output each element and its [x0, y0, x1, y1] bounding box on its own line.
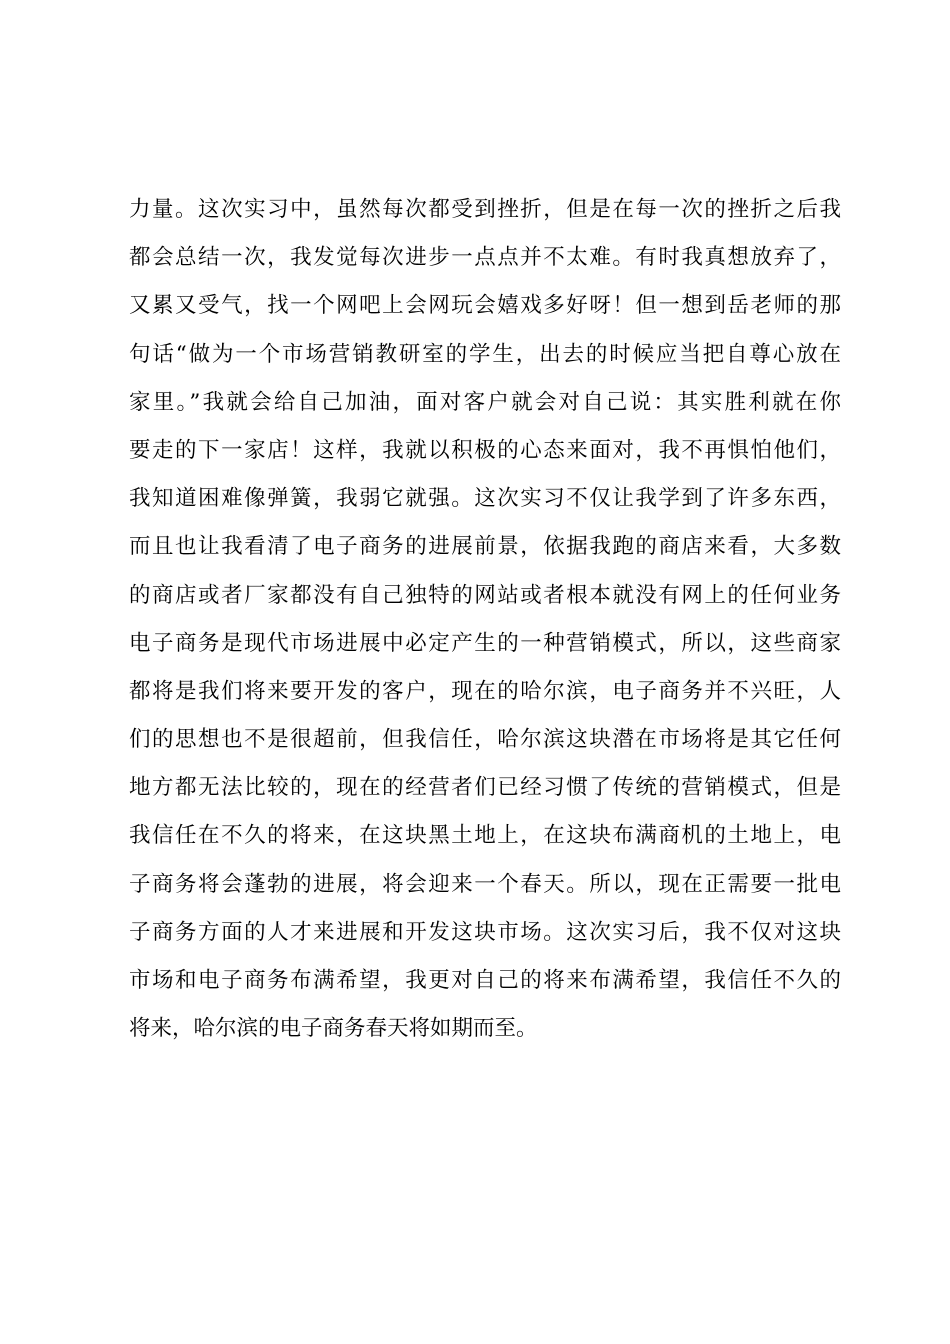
text-line: 我知道困难像弹簧，我弱它就强。这次实习不仅让我学到了许多东西， — [129, 486, 841, 512]
text-line: 们的思想也不是很超前，但我信任，哈尔滨这块潜在市场将是其它任何 — [129, 727, 841, 753]
text-line: 要走的下一家店！这样，我就以积极的心态来面对，我不再惧怕他们， — [129, 437, 841, 463]
text-line: 市场和电子商务布满希望，我更对自己的将来布满希望，我信任不久的 — [129, 968, 841, 993]
text-line: 都将是我们将来要开发的客户，现在的哈尔滨，电子商务并不兴旺，人 — [129, 678, 841, 704]
text-line: 而且也让我看清了电子商务的进展前景，依据我跑的商店来看，大多数 — [129, 534, 841, 560]
text-line: 电子商务是现代市场进展中必定产生的一种营销模式，所以，这些商家 — [129, 630, 841, 656]
text-line: 我信任在不久的将来，在这块黑土地上，在这块布满商机的土地上，电 — [129, 823, 841, 849]
text-line: 又累又受气，找一个网吧上会网玩会嬉戏多好呀！但一想到岳老师的那 — [129, 293, 841, 319]
text-line: 子商务方面的人才来进展和开发这块市场。这次实习后，我不仅对这块 — [129, 919, 841, 945]
text-line: 句话“做为一个市场营销教研室的学生，出去的时候应当把自尊心放在 — [129, 341, 841, 367]
text-line: 子商务将会蓬勃的进展，将会迎来一个春天。所以，现在正需要一批电 — [129, 871, 841, 897]
text-line: 地方都无法比较的，现在的经营者们已经习惯了传统的营销模式，但是 — [129, 775, 841, 801]
body-paragraph — [129, 186, 841, 1053]
text-line: 家里。”我就会给自己加油，面对客户就会对自己说：其实胜利就在你 — [129, 389, 841, 415]
text-line: 都会总结一次，我发觉每次进步一点点并不太难。有时我真想放弃了， — [129, 245, 841, 271]
text-line: 力量。这次实习中，虽然每次都受到挫折，但是在每一次的挫折之后我 — [129, 197, 841, 222]
text-line-last: 将来，哈尔滨的电子商务春天将如期而至。 — [129, 1016, 538, 1042]
text-line: 的商店或者厂家都没有自己独特的网站或者根本就没有网上的任何业务 — [129, 582, 841, 608]
